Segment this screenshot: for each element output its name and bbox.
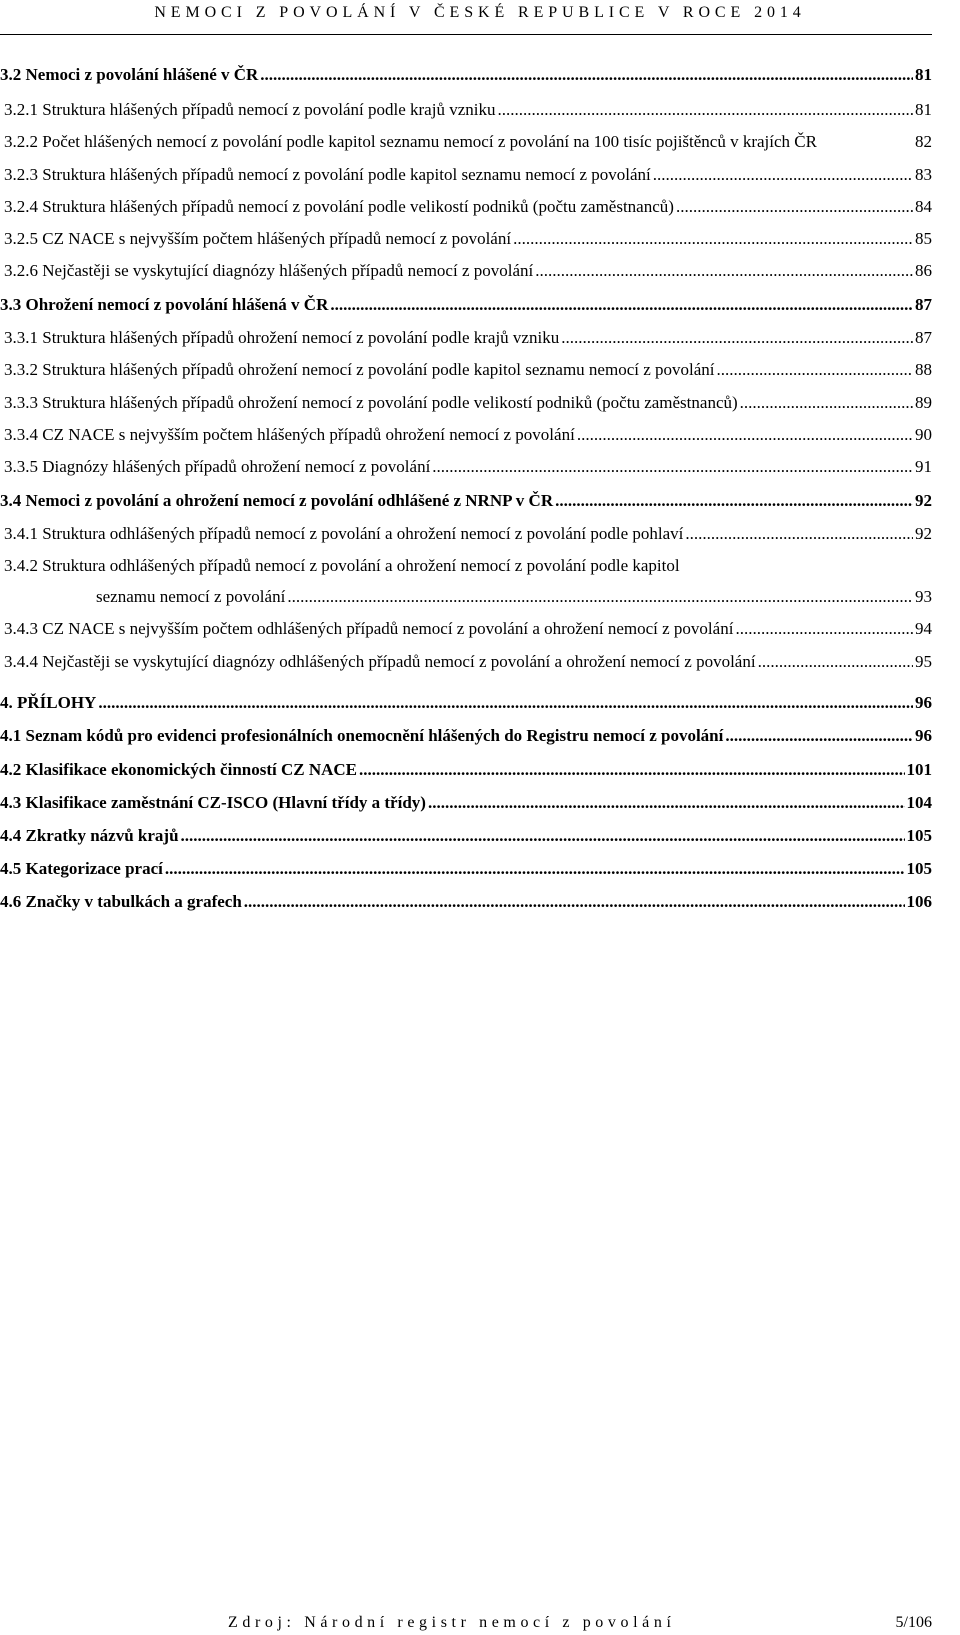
toc-dot-leader (685, 523, 913, 545)
toc-entry-title: 4.6 Značky v tabulkách a grafech (0, 892, 242, 911)
toc-entry-page: 81 (915, 100, 932, 119)
toc-entry-page: 101 (906, 760, 932, 779)
toc-dot-leader (181, 825, 905, 847)
toc-entry-title: 3.4.3 CZ NACE s nejvyšším počtem odhlášených případů nemocí z povolání a ohrožení nemocí z povolání (4, 619, 734, 638)
toc-dot-leader (577, 424, 913, 446)
toc-entry-title: 3.2.3 Struktura hlášených případů nemocí z povolání podle kapitol seznamu nemocí z povolání (4, 165, 651, 184)
toc-entry-page: 87 (915, 295, 932, 314)
toc-dot-leader (244, 891, 905, 913)
toc-dot-leader (758, 651, 913, 673)
toc-dot-leader (432, 456, 913, 478)
toc-entry-title: 3.3 Ohrožení nemocí z povolání hlášená v ČR (0, 295, 329, 314)
toc-entry-page: 88 (915, 360, 932, 379)
toc-entry-page: 93 (915, 587, 932, 606)
toc-entry[interactable] (0, 99, 932, 121)
toc-entry-title: seznamu nemocí z povolání (96, 587, 286, 606)
toc-entry-title: 3.2 Nemoci z povolání hlášené v ČR (0, 65, 259, 84)
toc-entry-title: 3.2.1 Struktura hlášených případů nemocí z povolání podle krajů vzniku (4, 100, 496, 119)
toc-entry-title: 4.4 Zkratky názvů krajů (0, 826, 179, 845)
toc-dot-leader (330, 294, 913, 316)
toc-entry-title: 4. PŘÍLOHY (0, 693, 97, 712)
toc-entry[interactable] (0, 586, 932, 608)
toc-entry-page: 92 (915, 491, 932, 510)
toc-entry-title: 4.2 Klasifikace ekonomických činností CZ NACE (0, 760, 358, 779)
toc-entry-page: 83 (915, 165, 932, 184)
running-footer: Zdroj: Národní registr nemocí z povolání (228, 1614, 676, 1631)
toc-entry-title: 3.4.4 Nejčastěji se vyskytující diagnózy odhlášených případů nemocí z povolání a ohrožení nemocí z povolání (4, 652, 756, 671)
toc-entry[interactable] (0, 825, 932, 847)
toc-entry-page: 86 (915, 261, 932, 280)
toc-entry-page: 96 (915, 726, 932, 745)
toc-dot-leader (735, 618, 913, 640)
toc-entry-page: 85 (915, 229, 932, 248)
toc-dot-leader (260, 64, 913, 86)
toc-entry[interactable] (0, 456, 932, 478)
toc-entry[interactable] (0, 490, 932, 512)
toc-entry-title: 3.4.1 Struktura odhlášených případů nemocí z povolání a ohrožení nemocí z povolání podle pohlaví (4, 524, 684, 543)
page-number: 5/106 (895, 1614, 932, 1631)
toc-dot-leader (497, 99, 913, 121)
toc-entry-title: 3.3.4 CZ NACE s nejvyšším počtem hlášených případů ohrožení nemocí z povolání (4, 425, 575, 444)
toc-dot-leader (359, 759, 904, 781)
running-header: NEMOCI Z POVOLÁNÍ V ČESKÉ REPUBLICE V ROCE 2014 (154, 4, 806, 21)
toc-entry-page: 91 (915, 457, 932, 476)
toc-dot-leader (287, 586, 913, 608)
toc-entry[interactable] (0, 228, 932, 250)
toc-dot-leader (740, 392, 913, 414)
toc-entry-title: 3.2.2 Počet hlášených nemocí z povolání podle kapitol seznamu nemocí z povolání na 100 tisíc pojištěnců v krajích ČR (4, 132, 817, 151)
toc-entry[interactable] (0, 260, 932, 282)
toc-entry-title: 4.3 Klasifikace zaměstnání CZ-ISCO (Hlavní třídy a třídy) (0, 793, 426, 812)
toc-entry-page: 105 (906, 826, 932, 845)
toc-dot-leader (561, 327, 913, 349)
toc-entry[interactable] (0, 327, 932, 349)
toc-entry-page: 89 (915, 393, 932, 412)
toc-entry[interactable] (0, 792, 932, 814)
toc-entry[interactable] (0, 523, 932, 545)
toc-entry[interactable] (0, 759, 932, 781)
toc-entry-title: 3.3.2 Struktura hlášených případů ohrožení nemocí z povolání podle kapitol seznamu nemocí z povolání (4, 360, 715, 379)
toc-entry-page: 106 (906, 892, 932, 911)
toc-entry-page: 95 (915, 652, 932, 671)
toc-entry[interactable] (0, 424, 932, 446)
toc-entry-title: 3.4 Nemoci z povolání a ohrožení nemocí z povolání odhlášené z NRNP v ČR (0, 491, 554, 510)
toc-dot-leader (98, 692, 913, 714)
toc-entry-title: 3.4.2 Struktura odhlášených případů nemocí z povolání a ohrožení nemocí z povolání podle kapitol (4, 556, 680, 575)
toc-entry[interactable] (0, 725, 932, 747)
toc-entry[interactable] (0, 858, 932, 880)
toc-entry[interactable] (0, 692, 932, 714)
toc-entry-title: 3.2.5 CZ NACE s nejvyšším počtem hlášených případů nemocí z povolání (4, 229, 512, 248)
toc-entry-title: 3.2.4 Struktura hlášených případů nemocí z povolání podle velikostí podniků (počtu zaměstnanců) (4, 197, 674, 216)
toc-entry-page: 104 (906, 793, 932, 812)
toc-entry[interactable] (0, 164, 932, 186)
toc-entry-title: 3.3.1 Struktura hlášených případů ohrožení nemocí z povolání podle krajů vzniku (4, 328, 560, 347)
toc-entry-page: 90 (915, 425, 932, 444)
toc-entry[interactable] (0, 131, 932, 153)
toc-entry[interactable] (0, 196, 932, 218)
toc-entry[interactable] (0, 359, 932, 381)
toc-entry-page: 82 (915, 132, 932, 151)
toc-dot-leader (653, 164, 913, 186)
toc-entry[interactable] (0, 618, 932, 640)
toc-dot-leader (513, 228, 913, 250)
toc-dot-leader (725, 725, 913, 747)
toc-dot-leader (428, 792, 905, 814)
toc-dot-leader (535, 260, 913, 282)
toc-entry-title: 4.1 Seznam kódů pro evidenci profesionálních onemocnění hlášených do Registru nemocí z povolání (0, 726, 724, 745)
toc-entry-page: 84 (915, 197, 932, 216)
toc-entry[interactable] (0, 64, 932, 86)
toc-entry-page: 81 (915, 65, 932, 84)
toc-entry-page: 96 (915, 693, 932, 712)
toc-entry[interactable] (0, 555, 932, 577)
toc-entry-title: 3.3.5 Diagnózy hlášených případů ohrožení nemocí z povolání (4, 457, 431, 476)
toc-entry[interactable] (0, 651, 932, 673)
toc-entry-page: 92 (915, 524, 932, 543)
toc-entry-title: 3.2.6 Nejčastěji se vyskytující diagnózy hlášených případů nemocí z povolání (4, 261, 534, 280)
toc-entry-title: 3.3.3 Struktura hlášených případů ohrožení nemocí z povolání podle velikostí podniků (počtu zaměstnanců) (4, 393, 738, 412)
toc-entry-page: 94 (915, 619, 932, 638)
toc-entry[interactable] (0, 392, 932, 414)
toc-entry[interactable] (0, 294, 932, 316)
toc-dot-leader (555, 490, 913, 512)
toc-dot-leader (676, 196, 913, 218)
toc-entry[interactable] (0, 891, 932, 913)
toc-entry-title: 4.5 Kategorizace prací (0, 859, 163, 878)
toc-dot-leader (165, 858, 905, 880)
toc-entry-page: 105 (906, 859, 932, 878)
toc-entry-page: 87 (915, 328, 932, 347)
toc-dot-leader (717, 359, 913, 381)
